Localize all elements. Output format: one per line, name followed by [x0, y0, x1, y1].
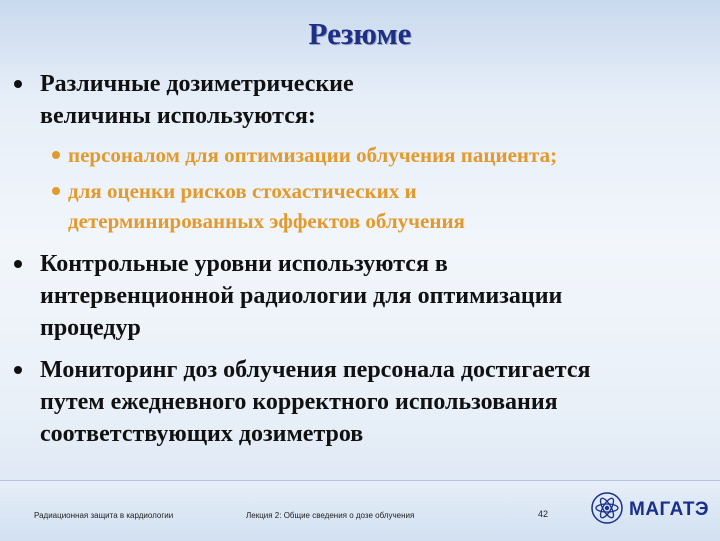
bullet-dot-icon — [14, 260, 22, 268]
bullet-text-line: Контрольные уровни используются в — [40, 251, 448, 277]
sub-bullet-dot-icon — [52, 151, 60, 159]
slide-title: Резюме — [308, 16, 412, 51]
sub-bullet-dot-icon — [52, 187, 60, 195]
bullet-dot-icon — [14, 366, 22, 374]
bullet-dot-icon — [14, 80, 22, 88]
bullet-item — [40, 248, 700, 344]
iaea-atom-logo-icon — [590, 491, 624, 525]
sub-bullet-text-line: для оценки рисков стохастических и — [68, 179, 417, 203]
bullet-item — [40, 354, 700, 450]
sub-bullet-text-line: детерминированных эффектов облучения — [68, 209, 465, 233]
bullet-item — [40, 68, 700, 132]
sub-bullet-text-line: персоналом для оптимизации облучения пациента; — [68, 143, 558, 167]
sub-bullet-item — [68, 140, 698, 170]
bullet-text-line: интервенционной радиологии для оптимизации — [40, 283, 563, 309]
bullet-text-line: величины используются: — [40, 103, 316, 129]
bullet-text-line: Мониторинг доз облучения персонала достигается — [40, 357, 591, 383]
bullet-text-line: соответствующих дозиметров — [40, 421, 364, 447]
footer-lecture-title: Лекция 2: Общие сведения о дозе облучения — [246, 511, 415, 520]
bullet-text-line: процедур — [40, 315, 141, 341]
sub-bullet-item — [68, 176, 698, 236]
footer-course-title: Радиационная защита в кардиологии — [34, 511, 174, 520]
slide-footer — [0, 480, 720, 541]
bullet-text-line: Различные дозиметрические — [40, 71, 354, 97]
org-name: МАГАТЭ — [629, 499, 710, 520]
bullet-text-line: путем ежедневного корректного использования — [40, 389, 558, 415]
page-number: 42 — [538, 509, 549, 519]
